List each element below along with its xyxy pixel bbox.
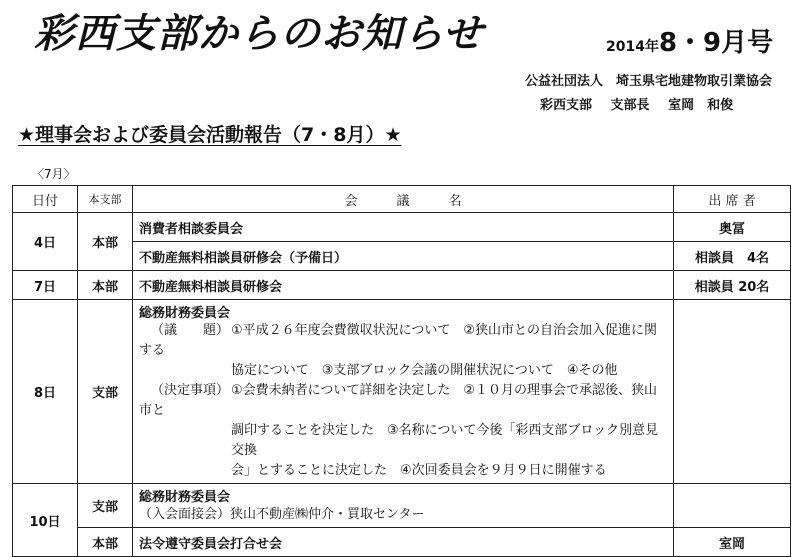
decision-line: 調印することを決定した ③名称について今後「彩西支部ブロック別意見交換 — [231, 423, 659, 458]
row-hq: 本部 — [78, 528, 133, 557]
row-attendee: 相談員 20名 — [674, 271, 791, 300]
chief-label: 支部長 — [610, 98, 650, 113]
row-attendee: 室岡 — [674, 528, 791, 557]
table-header-row — [13, 186, 791, 213]
row-attendee: 奥冨 — [674, 213, 791, 242]
header-attendee: 出 席 者 — [674, 186, 791, 213]
row-hq: 本部 — [78, 213, 133, 271]
agenda-line: 協定について ③支部ブロック会議の開催状況について ④その他 — [231, 363, 618, 378]
header-date: 日付 — [13, 186, 78, 213]
table-row — [13, 213, 791, 242]
chief-name: 室岡 和俊 — [668, 98, 734, 113]
newsletter-title: 彩西支部からのお知らせ — [34, 11, 484, 57]
issue-label — [606, 22, 773, 59]
header-hq: 本支部 — [78, 186, 133, 213]
row-date: 8日 — [13, 300, 78, 484]
row-meeting-detail — [133, 300, 674, 484]
agenda-line: ①平成２６年度会費徴収状況について ②狭山市との自治会加入促進に関する — [139, 323, 658, 358]
issue-month: 8・9月号 — [658, 28, 774, 58]
table-row — [13, 300, 791, 484]
row-meeting-detail — [133, 484, 674, 528]
decision-line: 会」とすることに決定した ④次回委員会を９月９日に開催する — [231, 463, 607, 478]
issue-year: 2014年 — [606, 39, 659, 55]
table-row — [13, 528, 791, 557]
branch-name: 彩西支部 — [540, 98, 593, 113]
row-date: 4日 — [13, 213, 78, 271]
row-meeting: 総務財務委員会 — [139, 490, 231, 505]
row-attendee — [674, 300, 791, 484]
header-meeting: 会 議 名 — [133, 186, 674, 213]
table-row — [13, 271, 791, 300]
row-hq: 支部 — [78, 484, 133, 528]
month-label: 〈7月〉 — [32, 167, 76, 181]
row-date: 10日 — [13, 484, 78, 557]
row-hq: 本部 — [78, 271, 133, 300]
organization-name: 公益社団法人 埼玉県宅地建物取引業協会 — [524, 74, 772, 89]
row-meeting: 不動産無料相談員研修会（予備日） — [133, 242, 674, 271]
row-attendee — [674, 484, 791, 528]
agenda-block — [139, 321, 667, 481]
row-meeting: 総務財務委員会 — [139, 306, 231, 321]
row-note: （入会面接会）狭山不動産㈱仲介・買取センター — [139, 507, 425, 522]
decision-label: （決定事項） — [151, 383, 230, 398]
section-title: ★理事会および委員会活動報告（7・8月）★ — [18, 124, 402, 146]
row-hq: 支部 — [78, 300, 133, 484]
agenda-label: （議 題） — [151, 323, 230, 338]
activity-table — [12, 185, 791, 557]
row-attendee: 相談員 4名 — [674, 242, 791, 271]
row-meeting: 法令遵守委員会打合せ会 — [133, 528, 674, 557]
decision-line: ①会費未納者について詳細を決定した ②１０月の理事会で承認後、狭山市と — [139, 383, 658, 418]
table-row — [13, 484, 791, 528]
row-meeting: 不動産無料相談員研修会 — [133, 271, 674, 300]
row-date: 7日 — [13, 271, 78, 300]
branch-line — [540, 94, 733, 113]
row-meeting: 消費者相談委員会 — [133, 213, 674, 242]
